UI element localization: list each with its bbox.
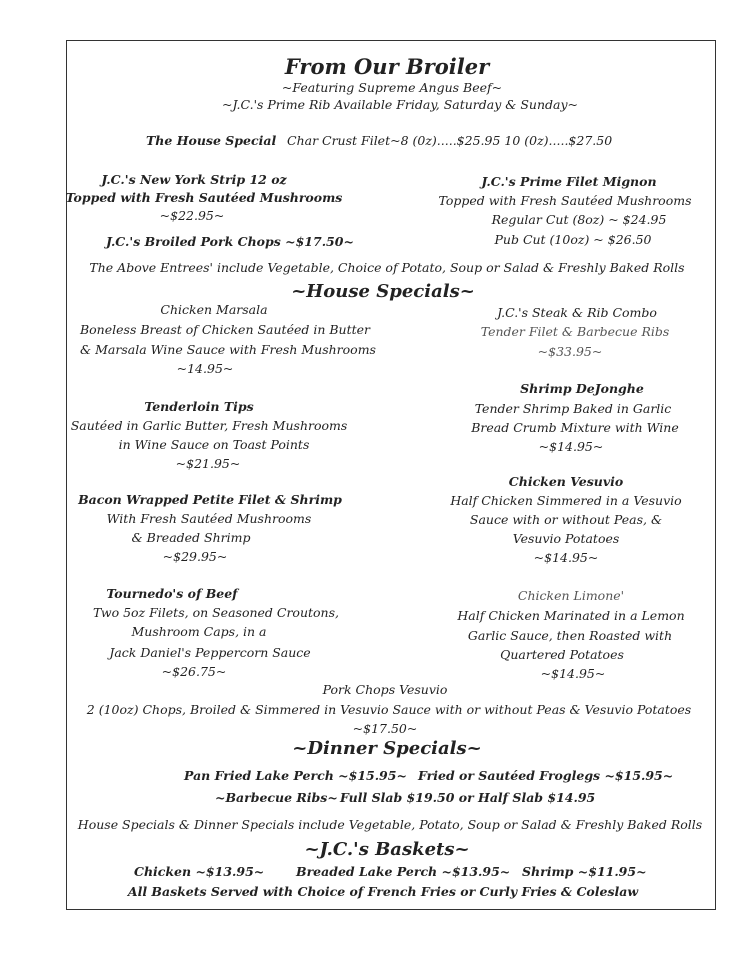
tournedos-price: ~$26.75~ bbox=[161, 664, 227, 679]
chicken-marsala-line2: & Marsala Wine Sauce with Fresh Mushrooms bbox=[80, 342, 376, 357]
filet-regular-cut: Regular Cut (8oz) ~ $24.95 bbox=[491, 212, 667, 227]
chicken-marsala-name: Chicken Marsala bbox=[160, 302, 268, 317]
tenderloin-name: Tenderloin Tips bbox=[144, 399, 254, 414]
filet-mignon-desc: Topped with Fresh Sautéed Mushrooms bbox=[438, 193, 692, 208]
tournedos-name: Tournedo's of Beef bbox=[106, 586, 238, 601]
house-specials-title: ~House Specials~ bbox=[291, 281, 475, 302]
dinner-lake-perch: Pan Fried Lake Perch ~$15.95~ bbox=[184, 768, 407, 783]
filet-mignon-name: J.C.'s Prime Filet Mignon bbox=[481, 174, 657, 189]
baskets-note: All Baskets Served with Choice of French Fries or Curly Fries & Coleslaw bbox=[127, 884, 639, 899]
broiled-pork-chops: J.C.'s Broiled Pork Chops ~$17.50~ bbox=[106, 234, 354, 249]
tournedos-line1: Two 5oz Filets, on Seasoned Croutons, bbox=[92, 605, 340, 620]
broiler-entree-note: The Above Entrees' include Vegetable, Choice of Potato, Soup or Salad & Freshly Baked Rolls bbox=[89, 260, 685, 275]
shrimp-dejonghe-price: ~$14.95~ bbox=[538, 439, 604, 454]
pork-vesuvio-price: ~$17.50~ bbox=[352, 721, 418, 736]
chicken-vesuvio-name: Chicken Vesuvio bbox=[508, 474, 624, 489]
house-special-label: The House Special bbox=[146, 133, 277, 148]
dinner-specials-note: House Specials & Dinner Specials include Vegetable, Potato, Soup or Salad & Freshly Baked Rolls bbox=[77, 817, 703, 832]
steak-rib-price: ~$33.95~ bbox=[537, 344, 603, 359]
broiler-title: From Our Broiler bbox=[284, 54, 490, 79]
chicken-limone-line1: Half Chicken Marinated in a Lemon bbox=[457, 608, 685, 623]
dinner-ribs-prices: Full Slab $19.50 or Half Slab $14.95 bbox=[340, 790, 596, 805]
tenderloin-line1: Sautéed in Garlic Butter, Fresh Mushrooms bbox=[70, 418, 348, 433]
chicken-vesuvio-line1: Half Chicken Simmered in a Vesuvio bbox=[450, 493, 682, 508]
tenderloin-price: ~$21.95~ bbox=[175, 456, 241, 471]
house-special-desc: Char Crust Filet~8 (0z).....$25.95 10 (0z).....$27.50 bbox=[287, 133, 613, 148]
shrimp-dejonghe-name: Shrimp DeJonghe bbox=[520, 381, 644, 396]
ny-strip-price: ~$22.95~ bbox=[159, 208, 225, 223]
steak-rib-name: J.C.'s Steak & Rib Combo bbox=[497, 305, 657, 320]
pork-vesuvio-name: Pork Chops Vesuvio bbox=[322, 682, 448, 697]
ny-strip-desc: Topped with Fresh Sautéed Mushrooms bbox=[65, 190, 343, 205]
shrimp-dejonghe-line2: Bread Crumb Mixture with Wine bbox=[471, 420, 679, 435]
basket-perch: Breaded Lake Perch ~$13.95~ bbox=[296, 864, 511, 879]
chicken-marsala-line1: Boneless Breast of Chicken Sautéed in Butter bbox=[79, 322, 371, 337]
basket-chicken: Chicken ~$13.95~ bbox=[134, 864, 265, 879]
chicken-vesuvio-line2: Sauce with or without Peas, & bbox=[469, 512, 663, 527]
chicken-limone-line3: Quartered Potatoes bbox=[500, 647, 624, 662]
chicken-limone-name: Chicken Limone' bbox=[517, 588, 625, 603]
bacon-filet-line2: & Breaded Shrimp bbox=[131, 530, 251, 545]
chicken-limone-line2: Garlic Sauce, then Roasted with bbox=[467, 628, 673, 643]
broiler-subtitle: ~Featuring Supreme Angus Beef~ bbox=[281, 80, 503, 95]
dinner-ribs-label: ~Barbecue Ribs~ bbox=[215, 790, 338, 805]
basket-shrimp: Shrimp ~$11.95~ bbox=[522, 864, 647, 879]
tournedos-line2: Mushroom Caps, in a bbox=[131, 624, 267, 639]
chicken-limone-price: ~$14.95~ bbox=[540, 666, 606, 681]
chicken-vesuvio-line3: Vesuvio Potatoes bbox=[512, 531, 620, 546]
bacon-filet-price: ~$29.95~ bbox=[162, 549, 228, 564]
bacon-filet-line1: With Fresh Sautéed Mushrooms bbox=[106, 511, 312, 526]
baskets-title: ~J.C.'s Baskets~ bbox=[304, 839, 470, 860]
steak-rib-line1: Tender Filet & Barbecue Ribs bbox=[480, 324, 670, 339]
prime-rib-note: ~J.C.'s Prime Rib Available Friday, Saturday & Sunday~ bbox=[221, 97, 579, 112]
chicken-marsala-price: ~14.95~ bbox=[176, 361, 234, 376]
dinner-specials-title: ~Dinner Specials~ bbox=[292, 738, 482, 759]
tenderloin-line2: in Wine Sauce on Toast Points bbox=[118, 437, 310, 452]
pork-vesuvio-line1: 2 (10oz) Chops, Broiled & Simmered in Vesuvio Sauce with or without Peas & Vesuvio Potatoes bbox=[86, 702, 692, 717]
dinner-froglegs: Fried or Sautéed Froglegs ~$15.95~ bbox=[418, 768, 674, 783]
ny-strip-name: J.C.'s New York Strip 12 oz bbox=[101, 172, 287, 187]
chicken-vesuvio-price: ~$14.95~ bbox=[533, 550, 599, 565]
shrimp-dejonghe-line1: Tender Shrimp Baked in Garlic bbox=[474, 401, 672, 416]
filet-pub-cut: Pub Cut (10oz) ~ $26.50 bbox=[494, 232, 652, 247]
bacon-filet-name: Bacon Wrapped Petite Filet & Shrimp bbox=[78, 492, 342, 507]
tournedos-line3: Jack Daniel's Peppercorn Sauce bbox=[109, 645, 311, 660]
